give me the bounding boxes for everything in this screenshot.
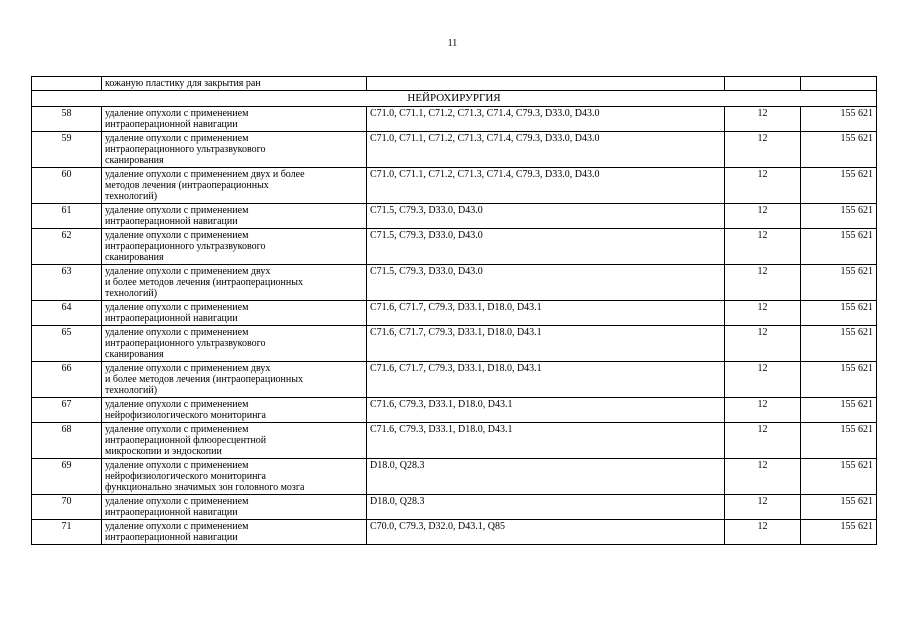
procedure-name-line: интраоперационной навигации — [105, 216, 238, 227]
row-number: 60 — [32, 168, 102, 204]
table-row — [32, 301, 877, 326]
cost-value: 155 621 — [801, 423, 877, 459]
table-row — [32, 459, 877, 495]
procedure-name — [102, 265, 367, 301]
table-row — [32, 326, 877, 362]
procedure-name-line: нейрофизиологического мониторинга — [105, 471, 266, 482]
procedure-name-line: сканирования — [105, 349, 164, 360]
diagnosis-codes: D18.0, Q28.3 — [367, 459, 725, 495]
diagnosis-codes: C71.6, C71.7, C79.3, D33.1, D18.0, D43.1 — [367, 326, 725, 362]
group-number: 12 — [725, 301, 801, 326]
group-number: 12 — [725, 398, 801, 423]
procedure-name-line: технологий) — [105, 288, 158, 299]
procedure-name-line: микроскопии и эндоскопии — [105, 446, 222, 457]
procedure-name-line: сканирования — [105, 155, 164, 166]
procedure-name-line: удаление опухоли с применением — [105, 424, 249, 435]
procedure-name-line: интраоперационного ультразвукового — [105, 144, 266, 155]
procedure-name-line: удаление опухоли с применением двух — [105, 266, 271, 277]
row-number: 69 — [32, 459, 102, 495]
cost-value: 155 621 — [801, 265, 877, 301]
diagnosis-codes: C71.6, C71.7, C79.3, D33.1, D18.0, D43.1 — [367, 362, 725, 398]
row-number: 64 — [32, 301, 102, 326]
procedures-table — [31, 76, 877, 545]
procedure-name-line: и более методов лечения (интраоперационных — [105, 374, 303, 385]
diagnosis-codes: C71.0, C71.1, C71.2, C71.3, C71.4, C79.3, D33.0, D43.0 — [367, 168, 725, 204]
table-row — [32, 423, 877, 459]
group-number: 12 — [725, 132, 801, 168]
row-number: 68 — [32, 423, 102, 459]
procedure-name-line: удаление опухоли с применением — [105, 108, 249, 119]
procedure-name — [102, 301, 367, 326]
diagnosis-codes: C71.5, C79.3, D33.0, D43.0 — [367, 265, 725, 301]
procedure-name-line: удаление опухоли с применением — [105, 205, 249, 216]
procedure-name — [102, 168, 367, 204]
procedure-name-line: функционально значимых зон головного мозга — [105, 482, 305, 493]
table-row — [32, 495, 877, 520]
procedure-name — [102, 459, 367, 495]
cost-value: 155 621 — [801, 107, 877, 132]
procedure-name — [102, 229, 367, 265]
diagnosis-codes: C71.5, C79.3, D33.0, D43.0 — [367, 204, 725, 229]
procedure-name-line: интраоперационной навигации — [105, 119, 238, 130]
cost-value: 155 621 — [801, 398, 877, 423]
row-number: 58 — [32, 107, 102, 132]
procedure-name-line: интраоперационной навигации — [105, 532, 238, 543]
diagnosis-codes: C70.0, C79.3, D32.0, D43.1, Q85 — [367, 520, 725, 545]
row-number: 65 — [32, 326, 102, 362]
procedure-name-line: нейрофизиологического мониторинга — [105, 410, 266, 421]
table-row — [32, 107, 877, 132]
cost-value: 155 621 — [801, 229, 877, 265]
cost-value: 155 621 — [801, 168, 877, 204]
procedure-name — [102, 107, 367, 132]
cost-value: 155 621 — [801, 132, 877, 168]
table-row — [32, 132, 877, 168]
procedure-name-line: технологий) — [105, 385, 158, 396]
procedure-name-line: интраоперационной навигации — [105, 507, 238, 518]
diagnosis-codes: C71.6, C71.7, C79.3, D33.1, D18.0, D43.1 — [367, 301, 725, 326]
continuation-cost-cell — [801, 77, 877, 91]
continuation-group-cell — [725, 77, 801, 91]
procedure-name — [102, 495, 367, 520]
procedure-name-line: удаление опухоли с применением — [105, 230, 249, 241]
group-number: 12 — [725, 495, 801, 520]
table-row — [32, 362, 877, 398]
procedure-name — [102, 398, 367, 423]
group-number: 12 — [725, 362, 801, 398]
group-number: 12 — [725, 229, 801, 265]
procedure-name — [102, 520, 367, 545]
procedure-name — [102, 132, 367, 168]
row-number: 67 — [32, 398, 102, 423]
table-row — [32, 229, 877, 265]
group-number: 12 — [725, 326, 801, 362]
procedure-name-line: интраоперационного ультразвукового — [105, 338, 266, 349]
table-row — [32, 398, 877, 423]
procedure-name-line: сканирования — [105, 252, 164, 263]
procedure-name-line: удаление опухоли с применением — [105, 496, 249, 507]
diagnosis-codes: C71.6, C79.3, D33.1, D18.0, D43.1 — [367, 423, 725, 459]
procedure-name-line: удаление опухоли с применением двух — [105, 363, 271, 374]
procedure-name-line: интраоперационной флюоресцентной — [105, 435, 267, 446]
procedure-name-line: интраоперационной навигации — [105, 313, 238, 324]
procedure-name — [102, 362, 367, 398]
procedure-name-line: методов лечения (интраоперационных — [105, 180, 269, 191]
group-number: 12 — [725, 459, 801, 495]
row-number: 66 — [32, 362, 102, 398]
continuation-codes-cell — [367, 77, 725, 91]
diagnosis-codes: C71.5, C79.3, D33.0, D43.0 — [367, 229, 725, 265]
procedure-name-line: удаление опухоли с применением — [105, 460, 249, 471]
row-number: 59 — [32, 132, 102, 168]
diagnosis-codes: C71.0, C71.1, C71.2, C71.3, C71.4, C79.3, D33.0, D43.0 — [367, 132, 725, 168]
section-title: НЕЙРОХИРУРГИЯ — [32, 91, 877, 107]
continuation-row — [32, 77, 877, 91]
diagnosis-codes: C71.0, C71.1, C71.2, C71.3, C71.4, C79.3, D33.0, D43.0 — [367, 107, 725, 132]
cost-value: 155 621 — [801, 362, 877, 398]
procedure-name-line: удаление опухоли с применением двух и более — [105, 169, 305, 180]
procedure-name-line: удаление опухоли с применением — [105, 399, 249, 410]
procedure-name — [102, 204, 367, 229]
continuation-num-cell — [32, 77, 102, 91]
group-number: 12 — [725, 204, 801, 229]
procedure-name-line: технологий) — [105, 191, 158, 202]
cost-value: 155 621 — [801, 301, 877, 326]
cost-value: 155 621 — [801, 204, 877, 229]
row-number: 71 — [32, 520, 102, 545]
table-row — [32, 168, 877, 204]
diagnosis-codes: D18.0, Q28.3 — [367, 495, 725, 520]
procedure-name-line: и более методов лечения (интраоперационных — [105, 277, 303, 288]
table-row — [32, 265, 877, 301]
procedure-name — [102, 423, 367, 459]
procedure-name — [102, 326, 367, 362]
continuation-name-cell: кожаную пластику для закрытия ран — [102, 77, 367, 91]
row-number: 62 — [32, 229, 102, 265]
group-number: 12 — [725, 265, 801, 301]
procedure-name-line: интраоперационного ультразвукового — [105, 241, 266, 252]
procedure-name-line: удаление опухоли с применением — [105, 521, 249, 532]
cost-value: 155 621 — [801, 495, 877, 520]
page-number: 11 — [447, 38, 458, 49]
procedure-name-line: удаление опухоли с применением — [105, 302, 249, 313]
group-number: 12 — [725, 423, 801, 459]
row-number: 61 — [32, 204, 102, 229]
table-row — [32, 520, 877, 545]
table-row — [32, 204, 877, 229]
procedure-name-line: удаление опухоли с применением — [105, 133, 249, 144]
row-number: 63 — [32, 265, 102, 301]
cost-value: 155 621 — [801, 520, 877, 545]
cost-value: 155 621 — [801, 459, 877, 495]
procedure-name-line: удаление опухоли с применением — [105, 327, 249, 338]
group-number: 12 — [725, 168, 801, 204]
cost-value: 155 621 — [801, 326, 877, 362]
group-number: 12 — [725, 520, 801, 545]
group-number: 12 — [725, 107, 801, 132]
row-number: 70 — [32, 495, 102, 520]
diagnosis-codes: C71.6, C79.3, D33.1, D18.0, D43.1 — [367, 398, 725, 423]
section-row — [32, 91, 877, 107]
